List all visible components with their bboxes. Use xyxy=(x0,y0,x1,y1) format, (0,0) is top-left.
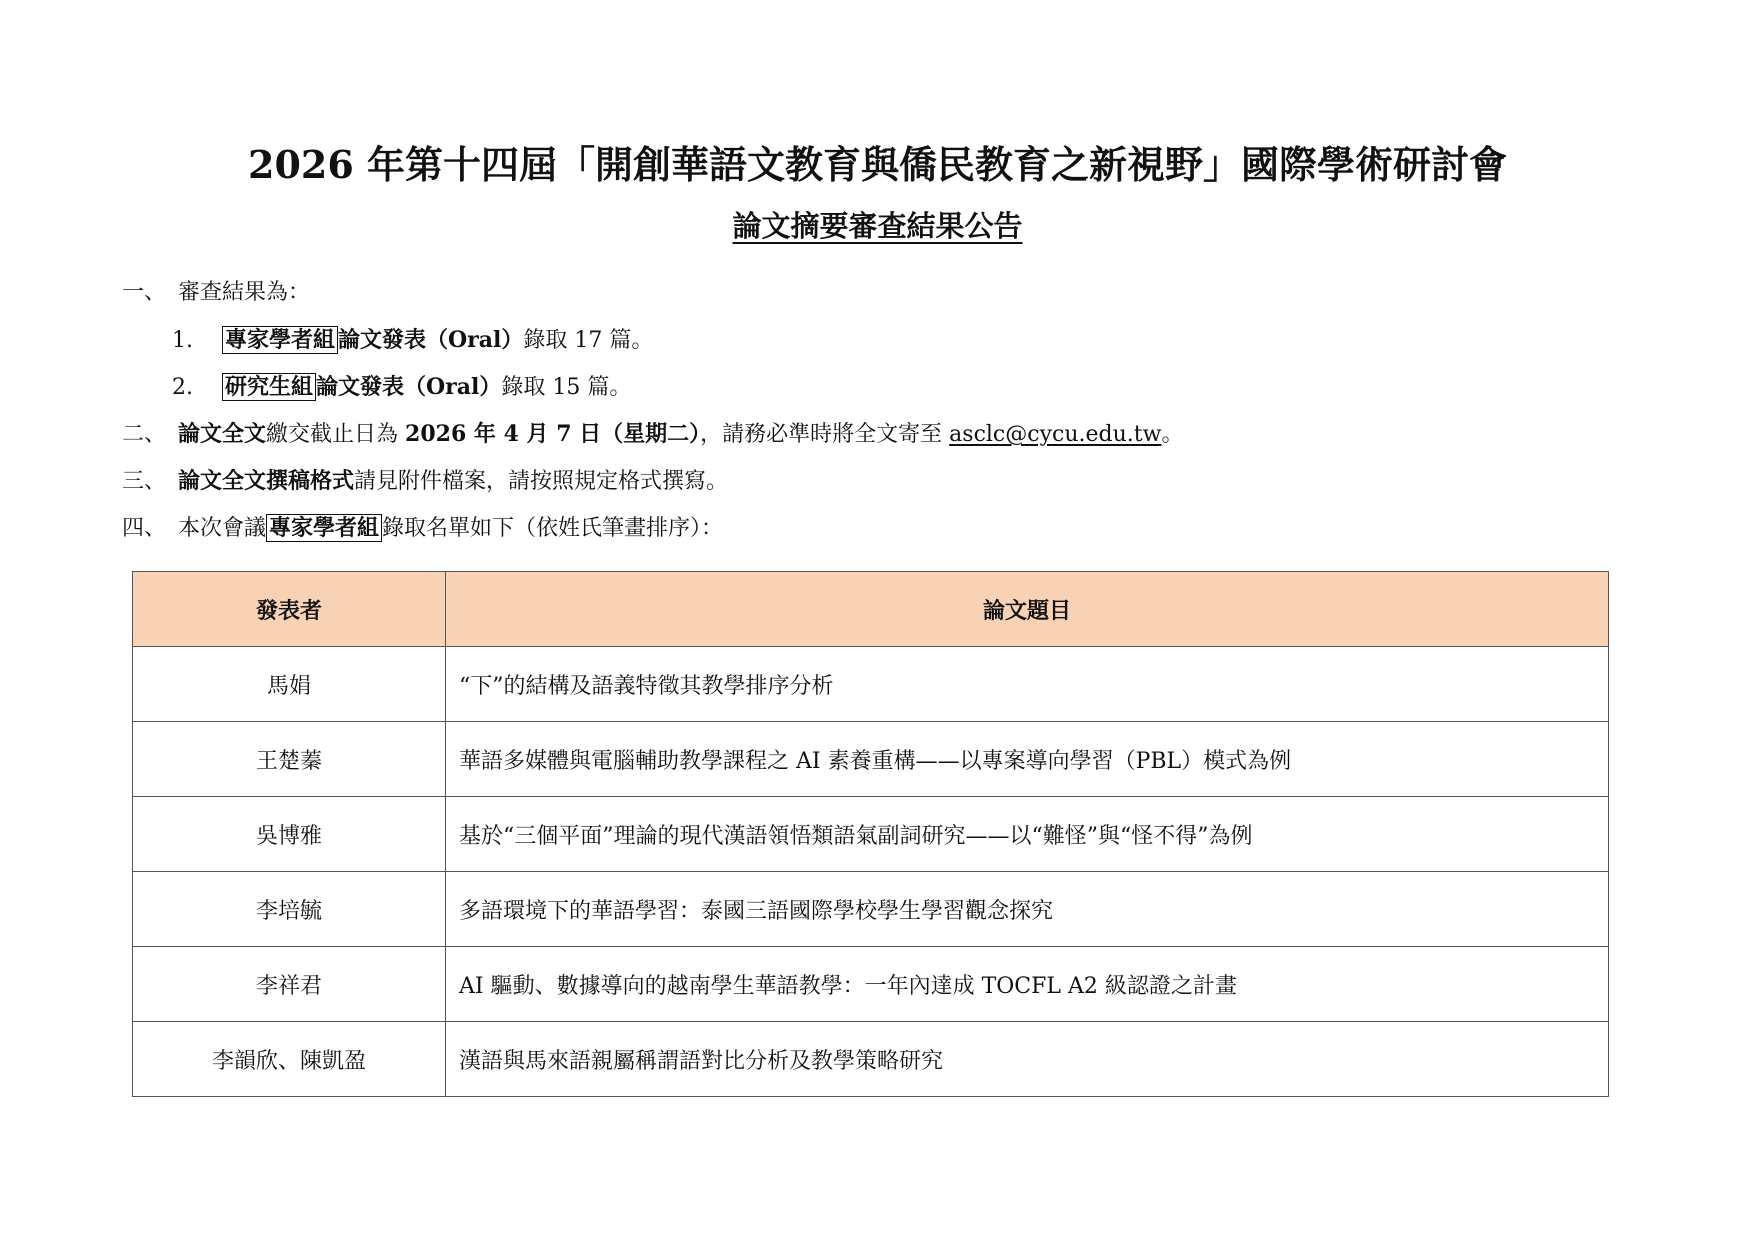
result-item-1 xyxy=(172,325,653,356)
paper-title-cell: AI 驅動、數據導向的越南學生華語教學：一年內達成 TOCFL A2 級認證之計畫 xyxy=(446,947,1609,1022)
table-row xyxy=(133,872,1609,947)
submission-email-link[interactable]: asclc@cycu.edu.tw xyxy=(949,422,1162,447)
deadline-instruction: ，請務必準時將全文寄至 xyxy=(700,422,950,447)
presenter-column-header: 發表者 xyxy=(133,572,446,647)
table-row xyxy=(133,1022,1609,1097)
section-2-number: 二、 xyxy=(122,422,167,447)
section-4 xyxy=(122,513,723,544)
subtitle-text: 論文摘要審查結果公告 xyxy=(732,209,1023,243)
paper-title-cell: 漢語與馬來語親屬稱謂語對比分析及教學策略研究 xyxy=(446,1022,1609,1097)
presenter-cell: 李培毓 xyxy=(133,872,446,947)
result-item-1-type: 論文發表（Oral） xyxy=(338,327,524,353)
presenter-cell: 吳博雅 xyxy=(133,797,446,872)
result-item-1-number: 1. xyxy=(172,328,193,353)
graduate-group-label: 研究生組 xyxy=(222,373,316,401)
result-item-1-count: 錄取 17 篇。 xyxy=(523,328,654,353)
section-4-suffix: 錄取名單如下（依姓氏筆畫排序）： xyxy=(382,516,724,541)
presenter-cell: 李祥君 xyxy=(133,947,446,1022)
table-row xyxy=(133,947,1609,1022)
format-instruction: 請見附件檔案，請按照規定格式撰寫。 xyxy=(354,469,729,494)
paper-title-cell: 基於“三個平面”理論的現代漢語領悟類語氣副詞研究——以“難怪”與“怪不得”為例 xyxy=(446,797,1609,872)
table-row xyxy=(133,722,1609,797)
full-paper-label: 論文全文 xyxy=(178,421,267,447)
result-item-2-number: 2. xyxy=(172,375,193,400)
expert-group-label: 專家學者組 xyxy=(222,326,338,354)
section-3-number: 三、 xyxy=(122,469,167,494)
result-item-2-count: 錄取 15 篇。 xyxy=(501,375,632,400)
section-3 xyxy=(122,466,728,497)
section-1 xyxy=(122,278,310,308)
accepted-papers-table xyxy=(132,571,1609,1097)
section-2-end: 。 xyxy=(1161,422,1184,447)
section-4-number: 四、 xyxy=(122,516,167,541)
paper-title-cell: “下”的結構及語義特徵其教學排序分析 xyxy=(446,647,1609,722)
paper-title-cell: 多語環境下的華語學習：泰國三語國際學校學生學習觀念探究 xyxy=(446,872,1609,947)
section-1-text: 審查結果為： xyxy=(178,280,311,305)
paper-title-cell: 華語多媒體與電腦輔助教學課程之 AI 素養重構——以專案導向學習（PBL）模式為例 xyxy=(446,722,1609,797)
table-row xyxy=(133,647,1609,722)
section-4-prefix: 本次會議 xyxy=(178,516,267,541)
deadline-prefix: 繳交截止日為 xyxy=(266,422,406,447)
section-1-number: 一、 xyxy=(122,280,167,305)
page-title: 2026 年第十四屆「開創華語文教育與僑民教育之新視野」國際學術研討會 xyxy=(248,142,1507,187)
presenter-cell: 李韻欣、陳凱盈 xyxy=(133,1022,446,1097)
presenter-cell: 馬娟 xyxy=(133,647,446,722)
presenter-cell: 王楚蓁 xyxy=(133,722,446,797)
format-label: 論文全文撰稿格式 xyxy=(178,468,355,494)
page-subtitle xyxy=(0,204,1755,245)
deadline-date: 2026 年 4 月 7 日（星期二） xyxy=(405,421,701,447)
result-item-2 xyxy=(172,372,631,403)
table-row xyxy=(133,797,1609,872)
section-2 xyxy=(122,419,1183,450)
paper-title-column-header: 論文題目 xyxy=(446,572,1609,647)
table-header-row xyxy=(133,572,1609,647)
expert-group-label-2: 專家學者組 xyxy=(266,514,382,542)
result-item-2-type: 論文發表（Oral） xyxy=(316,374,502,400)
